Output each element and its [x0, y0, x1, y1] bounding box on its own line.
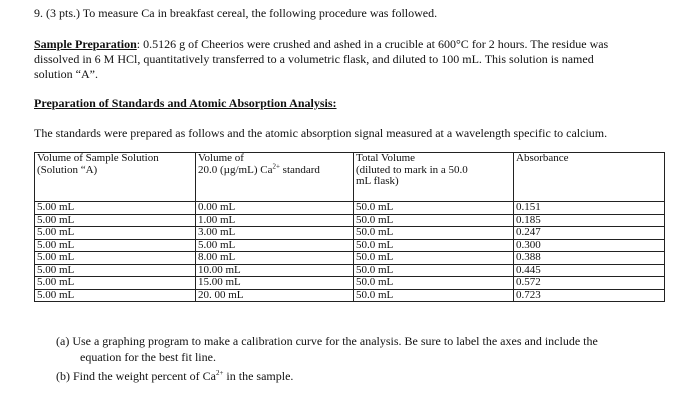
part-b-charge: 2+ [215, 369, 224, 377]
part-b-prefix: (b) Find the weight percent of Ca [56, 369, 216, 383]
part-a-line-1: (a) Use a graphing program to make a calibration curve for the analysis. Be sure to label the axes and include the [56, 334, 598, 348]
part-a-line-2: equation for the best fit line. [80, 350, 216, 364]
standards-intro: The standards were prepared as follows and the atomic absorption signal measured at a wavelength specific to calcium. [34, 126, 608, 140]
table-row [35, 227, 665, 240]
header-standard-conc: 20.0 (µg/mL) Ca [198, 163, 273, 176]
cell-sample-volume: 5.00 mL [35, 264, 196, 277]
cell-sample-volume: 5.00 mL [35, 214, 196, 227]
cell-total-volume: 50.0 mL [354, 264, 514, 277]
cell-standard-volume: 1.00 mL [196, 214, 354, 227]
header-standard-charge: 2+ [272, 161, 280, 170]
header-standard-volume [196, 153, 354, 202]
cell-total-volume: 50.0 mL [354, 239, 514, 252]
cell-sample-volume: 5.00 mL [35, 277, 196, 290]
cell-standard-volume: 8.00 mL [196, 252, 354, 265]
cell-standard-volume: 5.00 mL [196, 239, 354, 252]
part-b [56, 369, 293, 383]
header-standard-volume-line2 [198, 161, 351, 177]
question-heading: 9. (3 pts.) To measure Ca in breakfast cereal, the following procedure was followed. [34, 6, 438, 20]
cell-standard-volume: 10.00 mL [196, 264, 354, 277]
cell-standard-volume: 15.00 mL [196, 277, 354, 290]
header-sample-volume [35, 153, 196, 202]
cell-absorbance: 0.185 [514, 214, 665, 227]
sample-prep-text-1: : 0.5126 g of Cheerios were crushed and ashed in a crucible at 600°C for 2 hours. The residue was [136, 37, 609, 51]
sample-prep-line-2: dissolved in 6 M HCl, quantitatively transferred to a volumetric flask, and diluted to 100 mL. This solution is named [34, 52, 594, 66]
table-row [35, 202, 665, 215]
cell-total-volume: 50.0 mL [354, 252, 514, 265]
table-row [35, 264, 665, 277]
cell-sample-volume: 5.00 mL [35, 227, 196, 240]
cell-absorbance: 0.572 [514, 277, 665, 290]
cell-standard-volume: 3.00 mL [196, 227, 354, 240]
table-header-row [35, 153, 665, 202]
cell-total-volume: 50.0 mL [354, 202, 514, 215]
cell-absorbance: 0.247 [514, 227, 665, 240]
table-row [35, 289, 665, 302]
header-sample-volume-line2: (Solution “A) [37, 163, 98, 176]
cell-sample-volume: 5.00 mL [35, 252, 196, 265]
header-total-volume-line2: (diluted to mark in a 50.0 [356, 163, 468, 176]
table-body [35, 202, 665, 302]
table-row [35, 214, 665, 227]
sample-prep-title: Sample Preparation [34, 37, 137, 51]
cell-standard-volume: 20. 00 mL [196, 289, 354, 302]
standards-title: Preparation of Standards and Atomic Absorption Analysis: [34, 96, 337, 110]
header-total-volume [354, 153, 514, 202]
sample-prep-line-1 [34, 37, 608, 51]
header-absorbance: Absorbance [514, 153, 665, 202]
header-sample-volume-line1: Volume of Sample Solution [37, 152, 159, 164]
cell-absorbance: 0.151 [514, 202, 665, 215]
cell-absorbance: 0.445 [514, 264, 665, 277]
cell-standard-volume: 0.00 mL [196, 202, 354, 215]
standards-table [34, 152, 665, 302]
header-standard-volume-line1: Volume of [198, 152, 244, 164]
header-standard-word: standard [279, 163, 320, 176]
cell-sample-volume: 5.00 mL [35, 289, 196, 302]
cell-sample-volume: 5.00 mL [35, 202, 196, 215]
cell-total-volume: 50.0 mL [354, 214, 514, 227]
sample-prep-line-3: solution “A”. [34, 67, 98, 81]
header-total-volume-line1: Total Volume [356, 152, 416, 164]
cell-absorbance: 0.388 [514, 252, 665, 265]
header-total-volume-line3: mL flask) [356, 175, 399, 187]
part-b-suffix: in the sample. [223, 369, 294, 383]
cell-total-volume: 50.0 mL [354, 289, 514, 302]
cell-sample-volume: 5.00 mL [35, 239, 196, 252]
cell-absorbance: 0.723 [514, 289, 665, 302]
cell-total-volume: 50.0 mL [354, 227, 514, 240]
cell-total-volume: 50.0 mL [354, 277, 514, 290]
table-row [35, 252, 665, 265]
table-row [35, 239, 665, 252]
table-row [35, 277, 665, 290]
cell-absorbance: 0.300 [514, 239, 665, 252]
